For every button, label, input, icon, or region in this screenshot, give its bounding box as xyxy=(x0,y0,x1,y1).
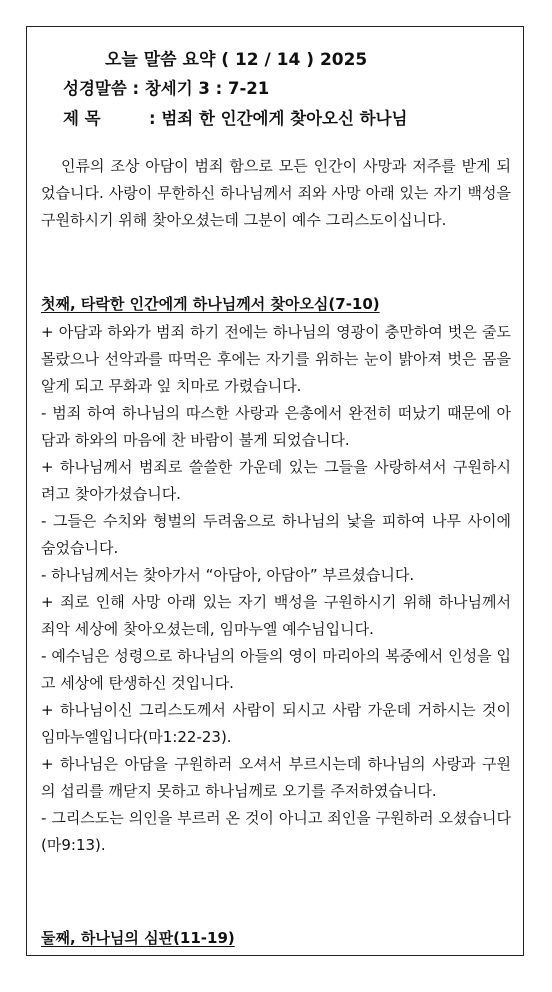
point-item: - 그리스도는 의인을 부르러 온 것이 아니고 죄인을 구원하러 오셨습니다(마9:13). xyxy=(41,809,511,854)
section-1-heading: 첫째, 타락한 인간에게 하나님께서 찾아오심(7-10) xyxy=(41,295,380,313)
subject-label: 제 목 xyxy=(63,109,101,128)
point-item: + 하나님이신 그리스도께서 사람이 되시고 사람 가운데 거하시는 것이 임마누엘입니다(마1:22-23). xyxy=(41,701,511,746)
point-item: - 예수님은 성령으로 하나님의 아들의 영이 마리아의 복중에서 인성을 입고 세상에 탄생하신 것입니다. xyxy=(41,647,511,692)
point-item: + 죄로 인해 사망 아래 있는 자기 백성을 구원하시기 위해 하나님께서 죄악 세상에 찾아오셨는데, 임마누엘 예수님입니다. xyxy=(41,593,511,638)
point-item: - 범죄 하여 하나님의 따스한 사랑과 은총에서 완전히 떠났기 때문에 아담과 하와의 마음에 찬 바람이 불게 되었습니다. xyxy=(41,404,511,449)
section-2-heading: 둘째, 하나님의 심판(11-19) xyxy=(41,929,235,947)
point-item: + 하나님은 아담을 구원하러 오셔서 부르시는데 하나님의 사랑과 구원의 섭리를 깨닫지 못하고 하나님께로 오기를 주저하였습니다. xyxy=(41,755,511,800)
point-item: - 하나님께서는 찾아가서 “아담아, 아담아” 부르셨습니다. xyxy=(41,566,415,584)
point-item: + 아담과 하와가 범죄 하기 전에는 하나님의 영광이 충만하여 벗은 줄도 몰랐으나 선악과를 따먹은 후에는 자기를 위하는 눈이 밝아져 벗은 몸을 알게 되고 무화과 잎 치마로 가렸습니다. xyxy=(41,323,511,395)
intro-paragraph: 인류의 조상 아담이 범죄 함으로 모든 인간이 사망과 저주를 받게 되었습니다. 사랑이 무한하신 하나님께서 죄와 사망 아래 있는 자기 백성을 구원하시기 위해 찾아오셨는데 그분이 예수 그리스도이십니다. xyxy=(41,157,511,229)
sermon-subject xyxy=(63,105,407,129)
scripture-reference: 성경말씀 : 창세기 3 : 7-21 xyxy=(63,79,270,98)
section-1-points xyxy=(41,319,511,859)
document-title: 오늘 말씀 요약 ( 12 / 14 ) 2025 xyxy=(105,50,368,70)
sermon-summary-document xyxy=(26,26,524,956)
point-item: - 그들은 수치와 형벌의 두려움으로 하나님의 낯을 피하여 나무 사이에 숨었습니다. xyxy=(41,512,511,557)
point-item: + 하나님께서 범죄로 쓸쓸한 가운데 있는 그들을 사랑하셔서 구원하시려고 찾아가셨습니다. xyxy=(41,458,511,503)
subject-value: : 범죄 한 인간에게 찾아오신 하나님 xyxy=(149,109,408,128)
